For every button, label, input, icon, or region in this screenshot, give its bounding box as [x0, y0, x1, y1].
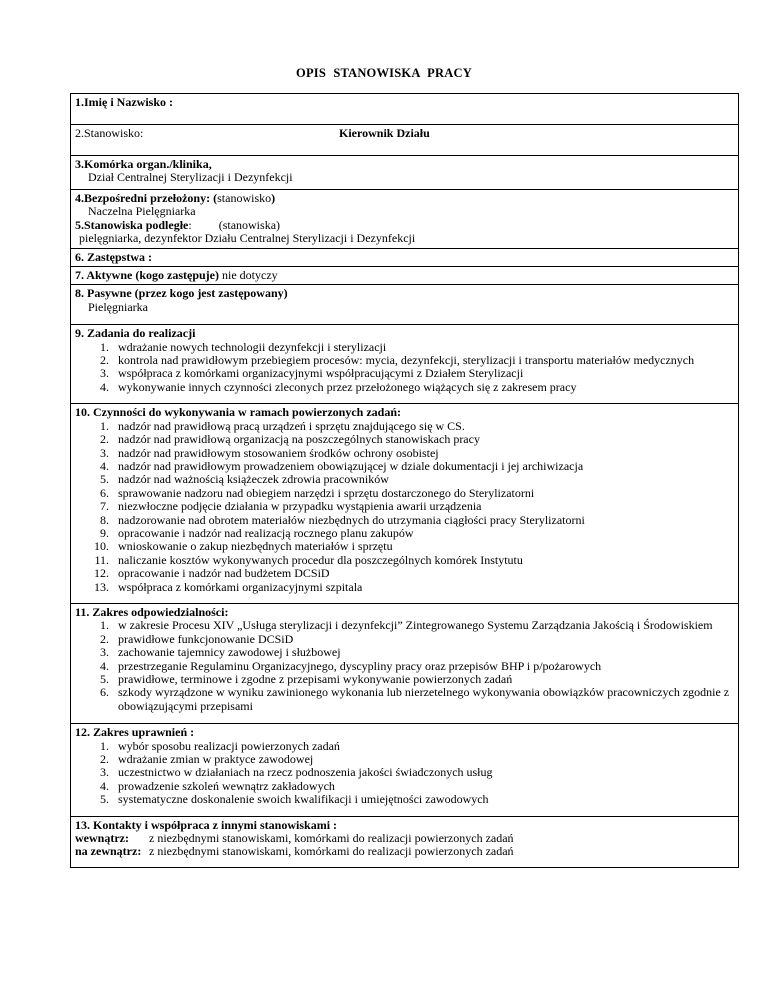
position-label: 2.Stanowisko:: [75, 126, 144, 140]
contacts-internal-value: z niezbędnymi stanowiskami, komórkami do realizacji powierzonych zadań: [149, 831, 514, 846]
contacts-external: [75, 845, 734, 858]
list-item: 12. opracowanie i nadzór nad budżetem DCSiD: [94, 566, 330, 581]
position-value: Kierownik Działu: [339, 126, 430, 140]
document-title: OPIS STANOWISKA PRACY: [296, 66, 472, 80]
list-item: 3. zachowanie tajemnicy zawodowej i służbowej: [100, 645, 341, 660]
list-item: 11. naliczanie kosztów wykonywanych procedur dla poszczególnych komórek Instytutu: [94, 552, 523, 567]
list-item: 1. w zakresie Procesu XIV „Usługa sterylizacji i dezynfekcji” Zintegrowanego Systemu Zarządzania Jakością i Środowiskiem: [100, 618, 713, 633]
permissions-label: 12. Zakres uprawnień :: [75, 725, 195, 740]
section-name: [71, 94, 738, 125]
list-item: 5. prawidłowe, terminowe i zgodne z przepisami wykonywanie powierzonych zadań: [100, 672, 513, 686]
passive-substitution-value: Pielęgniarka: [88, 299, 148, 314]
contacts-internal: [75, 832, 734, 845]
job-description-form: [70, 93, 739, 868]
active-substitution-label: 7. Aktywne (kogo zastępuje): [75, 268, 219, 283]
section-permissions: [71, 724, 738, 816]
section-active-substitution: [71, 267, 738, 285]
section-substitutions: [71, 249, 738, 267]
list-item: 4. wykonywanie innych czynności zleconych przez przełożonego wiążących się z zakresem pracy: [100, 379, 577, 394]
passive-substitution-label: 8. Pasywne (przez kogo jest zastępowany): [75, 286, 288, 301]
unit-value: Dział Centralnej Sterylizacji i Dezynfekcji: [88, 170, 293, 185]
list-item: 8. nadzorowanie nad obrotem materiałów niezbędnych do utrzymania ciągłości pracy Sterylizatorni: [100, 512, 585, 527]
responsibility-list: [75, 619, 734, 713]
subordinates-label: 5.Stanowiska podległe: [75, 217, 189, 232]
name-label: 1.Imię i Nazwisko :: [75, 95, 173, 109]
list-item: 6. sprawowanie nadzoru nad obiegiem narzędzi i sprzętu dostarczonego do Sterylizatorni: [100, 485, 535, 500]
subordinates-label-note: : (stanowiska): [188, 217, 281, 232]
list-item: 7. niezwłoczne podjęcie działania w przypadku wystąpienia awarii urządzenia: [100, 499, 482, 514]
activities-label: 10. Czynności do wykonywania w ramach powierzonych zadań:: [75, 405, 402, 420]
section-activities: [71, 404, 738, 604]
section-passive-substitution: [71, 285, 738, 325]
supervisor-label: 4.Bezpośredni przełożony: (: [75, 191, 218, 205]
unit-label: 3.Komórka organ./klinika,: [75, 157, 212, 171]
contacts-label: 13. Kontakty i współpraca z innymi stanowiskami :: [75, 817, 338, 832]
list-item: 9. opracowanie i nadzór nad realizacją rocznego planu zakupów: [100, 525, 414, 540]
list-item: 3. uczestnictwo w działaniach na rzecz podnoszenia jakości świadczonych usług: [100, 765, 493, 780]
responsibility-label: 11. Zakres odpowiedzialności:: [75, 604, 229, 619]
contacts-internal-label: wewnątrz:: [75, 831, 129, 846]
list-item: 6. szkody wyrządzone w wyniku zawinionego wykonania lub nierzetelnego wykonywania obowiązków pracowniczych zgodnie z obowiązującymi przepisami: [100, 685, 730, 713]
activities-list: [75, 420, 734, 594]
supervisor-value: Naczelna Pielęgniarka: [88, 204, 196, 219]
list-item: 4. przestrzeganie Regulaminu Organizacyjnego, dyscypliny pracy oraz przepisów BHP i p/pożarowych: [100, 658, 602, 673]
list-item: 1. wybór sposobu realizacji powierzonych zadań: [100, 738, 340, 753]
list-item: 10. wnioskowanie o zakup niezbędnych materiałów i sprzętu: [94, 539, 393, 554]
list-item: 5. systematyczne doskonalenie swoich kwalifikacji i umiejętności zawodowych: [100, 792, 489, 807]
list-item: 1. wdrażanie nowych technologii dezynfekcji i sterylizacji: [100, 339, 387, 354]
section-supervisor: [71, 190, 738, 249]
supervisor-label-end: ): [271, 191, 276, 205]
list-item: 3. współpraca z komórkami organizacyjnymi współpracującymi z Działem Sterylizacji: [100, 366, 524, 381]
section-contacts: [71, 817, 738, 867]
list-item: 5. nadzór nad ważnością książeczek zdrowia pracowników: [100, 472, 389, 487]
supervisor-label-note: stanowisko: [217, 191, 272, 205]
subordinates-value: pielęgniarka, dezynfektor Działu Centralnej Sterylizacji i Dezynfekcji: [79, 231, 416, 246]
tasks-label: 9. Zadania do realizacji: [75, 326, 196, 341]
section-position: [71, 125, 738, 156]
list-item: 2. kontrola nad prawidłowym przebiegiem procesów: mycia, dezynfekcji, sterylizacji i transportu materiałów medycznych: [100, 353, 695, 368]
section-tasks: [71, 325, 738, 404]
substitutions-label: 6. Zastępstwa :: [75, 249, 152, 264]
contacts-external-label: na zewnątrz:: [75, 844, 142, 859]
section-responsibility: [71, 604, 738, 724]
list-item: 2. prawidłowe funkcjonowanie DCSiD: [100, 631, 294, 646]
list-item: 4. nadzór nad prawidłowym prowadzeniem obowiązującej w dziale dokumentacji i jej archiwizacja: [100, 458, 584, 473]
list-item: 4. prowadzenie szkoleń wewnątrz zakładowych: [100, 778, 335, 793]
list-item: 13. współpraca z komórkami organizacyjnymi szpitala: [94, 579, 363, 594]
contacts-external-value: z niezbędnymi stanowiskami, komórkami do realizacji powierzonych zadań: [149, 844, 514, 859]
tasks-list: [75, 341, 734, 395]
permissions-list: [75, 740, 734, 807]
section-unit: [71, 156, 738, 190]
list-item: 2. nadzór nad prawidłową organizacją na poszczególnych stanowiskach pracy: [100, 432, 480, 447]
list-item: 2. wdrażanie zmian w praktyce zawodowej: [100, 752, 314, 767]
list-item: 3. nadzór nad prawidłowym stosowaniem środków ochrony osobistej: [100, 445, 439, 460]
active-substitution-value: nie dotyczy: [219, 268, 278, 283]
list-item: 1. nadzór nad prawidłową pracą urządzeń i sprzętu znajdującego się w CS.: [100, 418, 465, 433]
